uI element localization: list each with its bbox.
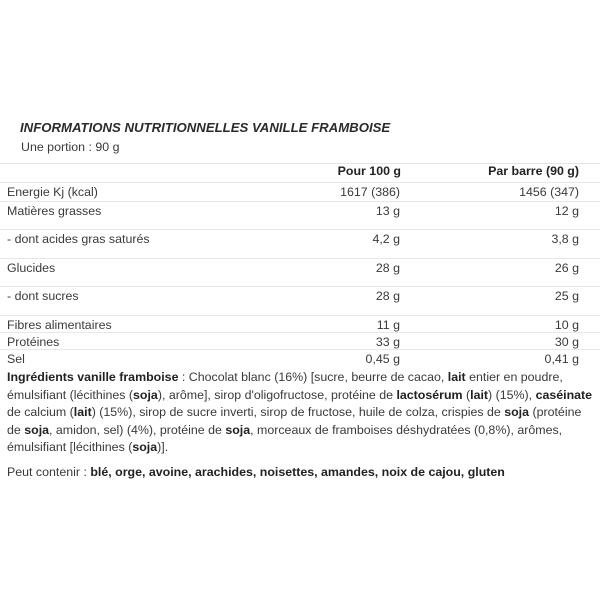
text-segment: Peut contenir :	[7, 465, 91, 479]
value-per-bar: 1456 (347)	[519, 185, 579, 199]
nutrient-name: Fibres alimentaires	[7, 318, 112, 332]
allergens-text	[7, 464, 595, 481]
row-divider	[0, 182, 600, 183]
row-divider	[0, 201, 600, 202]
value-per-100g: 0,45 g	[365, 352, 400, 366]
value-per-100g: 28 g	[375, 289, 400, 303]
table-row	[0, 204, 600, 232]
nutrient-name: Glucides	[7, 261, 56, 275]
row-divider	[0, 349, 600, 350]
table-row	[0, 232, 600, 261]
ingredients-text	[7, 369, 595, 457]
nutrition-table	[0, 164, 600, 369]
highlighted-term: soja	[504, 405, 530, 420]
value-per-100g: 4,2 g	[372, 232, 400, 246]
value-per-bar: 25 g	[554, 289, 579, 303]
highlighted-term: lait	[447, 370, 466, 384]
row-divider	[0, 229, 600, 230]
nutrient-name: Protéines	[7, 335, 60, 349]
highlighted-term: Ingrédients vanille framboise	[7, 370, 179, 384]
highlighted-term: soja	[133, 387, 158, 402]
row-divider	[0, 258, 600, 259]
text-segment: entier en poudre, émulsifiant (lécithines (	[7, 370, 563, 402]
text-segment: , amidon, sel) (4%), protéine de	[49, 422, 226, 437]
value-per-100g: 33 g	[375, 335, 400, 349]
text-segment: : Chocolat blanc (16%) [sucre, beurre de cacao,	[178, 370, 448, 384]
value-per-100g: 13 g	[375, 204, 400, 218]
highlighted-term: caséinate	[535, 387, 593, 402]
table-row	[0, 261, 600, 289]
nutrient-name: Energie Kj (kcal)	[7, 185, 98, 199]
page-title: INFORMATIONS NUTRITIONNELLES VANILLE FRAMBOISE	[20, 120, 391, 135]
value-per-100g: 1617 (386)	[340, 185, 400, 199]
table-row	[0, 289, 600, 318]
highlighted-term: lactosérum	[396, 387, 463, 402]
text-segment: ) (15%),	[488, 387, 536, 402]
value-per-bar: 12 g	[554, 204, 579, 218]
value-per-100g: 28 g	[375, 261, 400, 275]
row-divider	[0, 315, 600, 316]
row-divider	[0, 286, 600, 287]
value-per-bar: 3,8 g	[551, 232, 579, 246]
table-row	[0, 352, 600, 369]
highlighted-term: soja	[24, 422, 50, 437]
header-per-100g: Pour 100 g	[337, 164, 401, 178]
highlighted-term: soja	[225, 422, 251, 437]
text-segment: )].	[157, 440, 169, 455]
row-divider	[0, 332, 600, 333]
nutrition-rows	[0, 185, 600, 369]
text-segment: ) (15%), sirop de sucre inverti, sirop de fructose, huile de colza, crispies de	[91, 405, 505, 420]
highlighted-term: blé, orge, avoine, arachides, noisettes, amandes, noix de cajou, gluten	[90, 465, 505, 479]
highlighted-term: lait	[470, 387, 489, 402]
header-per-bar: Par barre (90 g)	[488, 164, 579, 178]
value-per-bar: 30 g	[554, 335, 579, 349]
highlighted-term: lait	[73, 405, 92, 420]
highlighted-term: soja	[132, 440, 158, 455]
nutrient-name: Sel	[7, 352, 25, 366]
nutrient-name: - dont sucres	[7, 289, 79, 303]
nutrient-name: - dont acides gras saturés	[7, 232, 150, 246]
text-segment: (	[462, 387, 471, 402]
text-segment: de calcium (	[7, 405, 74, 420]
value-per-bar: 0,41 g	[544, 352, 579, 366]
text-segment: (protéine de	[7, 405, 582, 437]
text-segment: , morceaux de framboises déshydratées (0,8%), arômes, émulsifiant [lécithines (	[7, 422, 563, 455]
value-per-bar: 26 g	[554, 261, 579, 275]
nutrient-name: Matières grasses	[7, 204, 102, 218]
portion-size: Une portion : 90 g	[21, 140, 120, 154]
value-per-100g: 11 g	[376, 318, 400, 332]
text-segment: ), arôme], sirop d'oligofructose, protéine de	[157, 387, 397, 402]
value-per-bar: 10 g	[554, 318, 579, 332]
